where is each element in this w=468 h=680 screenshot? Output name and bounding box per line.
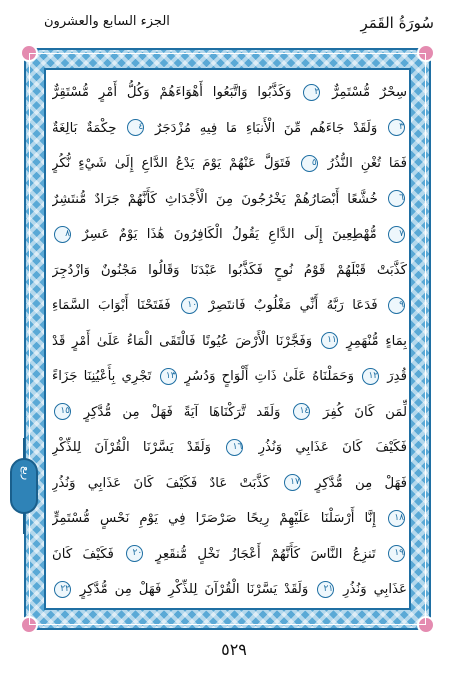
verse-text: وَحَمَلْنَاهُ عَلَىٰ ذَاتِ أَلْوَاحٍ وَدُسُرٍ — [178, 369, 361, 384]
ayah-number-marker: ١٦ — [226, 439, 243, 456]
verse-text: عَذَابِي وَنُذُرِ — [336, 582, 407, 597]
hizb-marker-badge-icon — [10, 458, 38, 514]
ayah-number-marker: ١٤ — [293, 403, 310, 420]
ayah-number-marker: ٢١ — [317, 581, 334, 598]
verse-text: سِحْرٌ مُّسْتَمِرٌّ — [322, 85, 407, 100]
verse-text: فَمَا تُغْنِ النُّذُرُ — [319, 156, 407, 171]
hizb-marker-label: ربع — [20, 466, 33, 481]
verse-text: فَفَتَحْنَا أَبْوَابَ السَّمَاءِ — [52, 298, 180, 313]
verse-line — [52, 325, 407, 359]
verse-text: بِمَاءٍ مُّنْهَمِرٍ — [339, 333, 407, 349]
verse-line — [52, 360, 407, 394]
verse-text: حِكْمَةٌ بَالِغَةٌ — [52, 120, 126, 136]
verse-text: مُّهْطِعِينَ إِلَى الدَّاعِ يَقُولُ الْكَافِرُونَ هَٰذَا يَوْمٌ عَسِرٌ — [73, 227, 386, 242]
ayah-number-marker: ١٢ — [362, 368, 379, 385]
ornamental-frame — [24, 48, 431, 630]
juz-title: الجزء السابع والعشرون — [44, 14, 170, 29]
verse-line — [52, 76, 407, 110]
quran-text-area — [44, 68, 411, 610]
verse-line — [52, 538, 407, 572]
verse-line — [52, 254, 407, 288]
verse-text: قُدِرَ — [381, 369, 407, 384]
surah-title: سُورَةُ القَمَرِ — [360, 14, 434, 32]
ayah-number-marker: ١٧ — [284, 474, 301, 491]
verse-text: تَنزِعُ النَّاسَ كَأَنَّهُمْ أَعْجَازُ نَخْلٍ مُّنقَعِرٍ — [145, 546, 387, 562]
verse-text: وَلَقَدْ يَسَّرْنَا الْقُرْآنَ لِلذِّكْرِ — [52, 440, 225, 455]
verse-line — [52, 218, 407, 252]
verse-text: إِنَّا أَرْسَلْنَا عَلَيْهِمْ رِيحًا صَرْصَرًا فِي يَوْمِ نَحْسٍ مُّسْتَمِرٍّ — [52, 511, 386, 526]
corner-flower-icon — [20, 616, 38, 634]
verse-text: لِّمَن كَانَ كُفِرَ — [312, 404, 407, 420]
verse-text: وَفَجَّرْنَا الْأَرْضَ عُيُونًا فَالْتَقَى الْمَاءُ عَلَىٰ أَمْرٍ قَدْ — [52, 333, 319, 349]
corner-flower-icon — [417, 44, 435, 62]
verse-line — [52, 147, 407, 181]
page-number: ٥٢٩ — [221, 640, 247, 659]
ayah-number-marker: ٢ — [303, 84, 320, 101]
ayah-number-marker: ٧ — [388, 226, 405, 243]
ayah-number-marker: ٥ — [301, 155, 318, 172]
verse-line — [52, 502, 407, 536]
verse-line — [52, 112, 407, 146]
ayah-number-marker: ١٣ — [160, 368, 177, 385]
verse-line — [52, 467, 407, 501]
verse-text: فَكَيْفَ كَانَ — [52, 546, 125, 562]
verse-text: وَلَقَدْ يَسَّرْنَا الْقُرْآنَ لِلذِّكْرِ فَهَلْ مِن مُّدَّكِرٍ — [73, 582, 316, 597]
verse-line — [52, 289, 407, 323]
verse-text: وَلَقَدْ جَاءَهُم مِّنَ الْأَنبَاءِ مَا فِيهِ مُزْدَجَرٌ — [146, 120, 386, 136]
verse-text: تَجْرِي بِأَعْيُنِنَا جَزَاءً — [52, 369, 158, 384]
corner-flower-icon — [417, 616, 435, 634]
verse-text: كَذَّبَتْ عَادٌ فَكَيْفَ كَانَ عَذَابِي وَنُذُرِ — [52, 475, 282, 491]
verse-text: كَذَّبَتْ قَبْلَهُمْ قَوْمُ نُوحٍ فَكَذَّبُوا عَبْدَنَا وَقَالُوا مَجْنُونٌ وَازْدُجِرَ — [52, 262, 407, 278]
verse-line — [52, 396, 407, 430]
ayah-number-marker: ٢٢ — [54, 581, 71, 598]
verse-text: فَكَيْفَ كَانَ عَذَابِي وَنُذُرِ — [245, 440, 407, 455]
ayah-number-marker: ٦ — [388, 190, 405, 207]
ayah-number-marker: ٩ — [388, 297, 405, 314]
corner-flower-icon — [20, 44, 38, 62]
ayah-number-marker: ٨ — [54, 226, 71, 243]
verse-line — [52, 183, 407, 217]
hizb-marker — [6, 432, 42, 540]
verse-text: خُشَّعًا أَبْصَارُهُمْ يَخْرُجُونَ مِنَ الْأَجْدَاثِ كَأَنَّهُمْ جَرَادٌ مُّنتَشِرٌ — [52, 191, 386, 207]
ayah-number-marker: ٣ — [388, 119, 405, 136]
verse-text: فَدَعَا رَبَّهُ أَنِّي مَغْلُوبٌ فَانتَصِرْ — [200, 298, 386, 313]
verse-line — [52, 573, 407, 607]
ayah-number-marker: ١١ — [321, 332, 338, 349]
ayah-number-marker: ١٥ — [54, 403, 71, 420]
ayah-number-marker: ١٠ — [181, 297, 198, 314]
page-header — [0, 0, 468, 46]
verse-text: وَلَقَد تَّرَكْنَاهَا آيَةً فَهَلْ مِن مُّدَّكِرٍ — [73, 404, 292, 420]
ayah-number-marker: ٢٠ — [126, 545, 143, 562]
ayah-number-marker: ١٨ — [388, 510, 405, 527]
verse-text: وَكَذَّبُوا وَاتَّبَعُوا أَهْوَاءَهُمْ وَكُلُّ أَمْرٍ مُّسْتَقِرٌّ — [52, 85, 302, 100]
ayah-number-marker: ١٩ — [388, 545, 405, 562]
verse-text: فَتَوَلَّ عَنْهُمْ يَوْمَ يَدْعُ الدَّاعِ إِلَىٰ شَيْءٍ نُّكُرٍ — [52, 156, 299, 171]
verse-line — [52, 431, 407, 465]
verse-text: فَهَلْ مِن مُّدَّكِرٍ — [302, 475, 407, 491]
ayah-number-marker: ٤ — [127, 119, 144, 136]
